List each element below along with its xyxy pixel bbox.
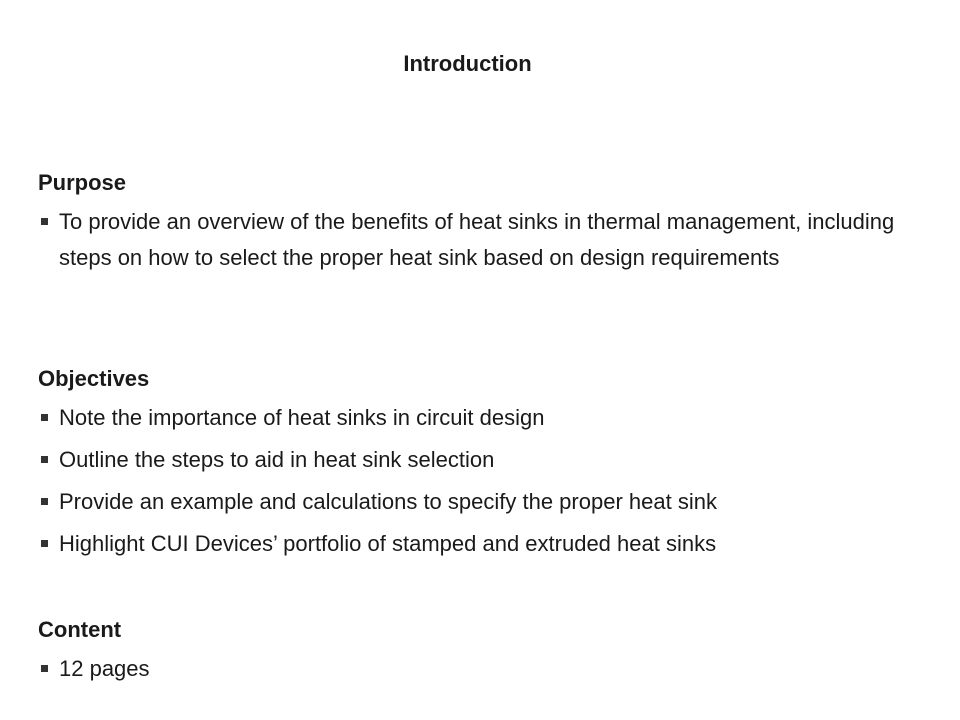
objective-item-text: Provide an example and calculations to specify the proper heat sink — [59, 489, 717, 514]
objectives-section — [38, 364, 898, 562]
square-bullet-icon — [41, 498, 48, 505]
objective-item — [38, 400, 898, 436]
content-section — [38, 615, 898, 687]
square-bullet-icon — [41, 540, 48, 547]
purpose-item — [38, 204, 898, 276]
square-bullet-icon — [41, 414, 48, 421]
objective-item — [38, 442, 898, 478]
content-list — [38, 651, 898, 687]
objective-item — [38, 484, 898, 520]
square-bullet-icon — [41, 456, 48, 463]
purpose-section — [38, 168, 898, 276]
content-item — [38, 651, 898, 687]
objective-item-text: Outline the steps to aid in heat sink selection — [59, 447, 495, 472]
purpose-list — [38, 204, 898, 276]
objective-item-text: Highlight CUI Devices’ portfolio of stamped and extruded heat sinks — [59, 531, 717, 556]
square-bullet-icon — [41, 665, 48, 672]
square-bullet-icon — [41, 218, 48, 225]
purpose-heading: Purpose — [38, 170, 127, 195]
objective-item — [38, 526, 898, 562]
content-item-text: 12 pages — [59, 656, 150, 681]
content-heading: Content — [38, 617, 122, 642]
purpose-item-text: To provide an overview of the benefits of heat sinks in thermal management, including steps on how to select the proper heat sink based on design requirements — [59, 209, 895, 270]
objectives-list — [38, 400, 898, 562]
objective-item-text: Note the importance of heat sinks in circuit design — [59, 405, 545, 430]
objectives-heading: Objectives — [38, 366, 150, 391]
slide-title: Introduction — [403, 51, 532, 76]
